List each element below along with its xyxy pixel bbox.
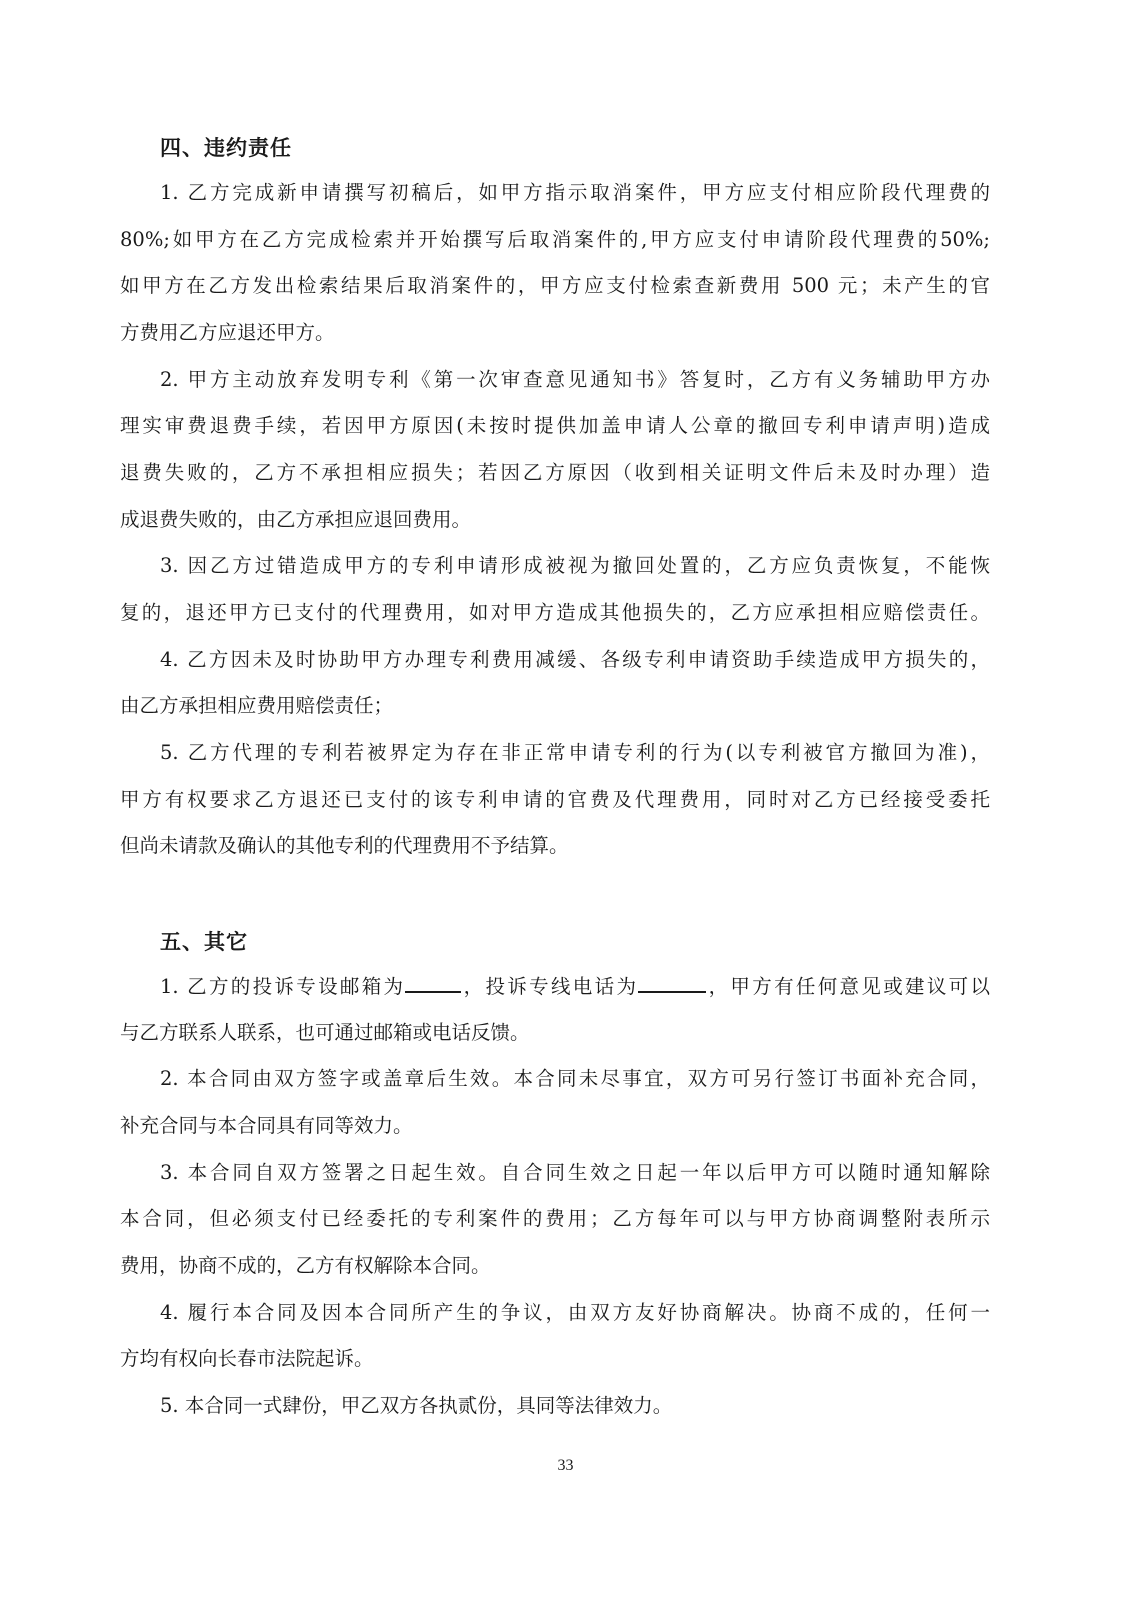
s5-p2-line2: 补充合同与本合同具有同等效力。 — [120, 1114, 413, 1137]
s5-p1-line2: 与乙方联系人联系，也可通过邮箱或电话反馈。 — [120, 1021, 530, 1044]
s5-p1-text-c: ，甲方有任何意见或建议可以 — [706, 975, 990, 998]
phone-blank-field — [638, 973, 706, 993]
s4-p2-line2: 理实审费退费手续，若因甲方原因(未按时提供加盖申请人公章的撤回专利申请声明)造成 — [120, 414, 990, 437]
s5-p4-line2: 方均有权向长春市法院起诉。 — [120, 1347, 374, 1370]
s5-p3-line1: 3. 本合同自双方签署之日起生效。自合同生效之日起一年以后甲方可以随时通知解除 — [160, 1161, 990, 1184]
s4-p2-line4: 成退费失败的，由乙方承担应退回费用。 — [120, 508, 472, 531]
s5-p2-line1: 2. 本合同由双方签字或盖章后生效。本合同未尽事宜，双方可另行签订书面补充合同， — [160, 1067, 990, 1090]
s5-p5-line1: 5. 本合同一式肆份，甲乙双方各执贰份，具同等法律效力。 — [160, 1394, 673, 1417]
s4-p1-line4: 方费用乙方应退还甲方。 — [120, 321, 335, 344]
s5-p3-line3: 费用，协商不成的，乙方有权解除本合同。 — [120, 1254, 491, 1277]
email-blank-field — [405, 973, 461, 993]
section-4-title: 四、违约责任 — [160, 135, 292, 160]
page-number: 33 — [557, 1457, 574, 1474]
s5-p4-line1: 4. 履行本合同及因本合同所产生的争议，由双方友好协商解决。协商不成的，任何一 — [160, 1301, 990, 1324]
s4-p5-line2: 甲方有权要求乙方退还已支付的该专利申请的官费及代理费用，同时对乙方已经接受委托 — [120, 788, 990, 811]
s5-p1-text-a: 1. 乙方的投诉专设邮箱为 — [160, 975, 406, 998]
s5-p1-line1 — [160, 973, 990, 1000]
s5-p3-line2: 本合同，但必须支付已经委托的专利案件的费用；乙方每年可以与甲方协商调整附表所示 — [120, 1207, 990, 1230]
s4-p4-line1: 4. 乙方因未及时协助甲方办理专利费用减缓、各级专利申请资助手续造成甲方损失的， — [160, 648, 990, 671]
s4-p2-line3: 退费失败的，乙方不承担相应损失；若因乙方原因（收到相关证明文件后未及时办理）造 — [120, 461, 990, 484]
s4-p3-line2: 复的，退还甲方已支付的代理费用，如对甲方造成其他损失的，乙方应承担相应赔偿责任。 — [120, 601, 990, 624]
s4-p2-line1: 2. 甲方主动放弃发明专利《第一次审查意见通知书》答复时，乙方有义务辅助甲方办 — [160, 368, 990, 391]
s4-p5-line3: 但尚未请款及确认的其他专利的代理费用不予结算。 — [120, 834, 569, 857]
s4-p3-line1: 3. 因乙方过错造成甲方的专利申请形成被视为撤回处置的，乙方应负责恢复，不能恢 — [160, 554, 990, 577]
s4-p1-line3: 如甲方在乙方发出检索结果后取消案件的，甲方应支付检索查新费用 500 元；未产生的官 — [120, 274, 990, 297]
s5-p1-text-b: ，投诉专线电话为 — [461, 975, 639, 998]
s4-p5-line1: 5. 乙方代理的专利若被界定为存在非正常申请专利的行为(以专利被官方撤回为准)， — [160, 741, 990, 764]
s4-p1-line2: 80%;如甲方在乙方完成检索并开始撰写后取消案件的,甲方应支付申请阶段代理费的50%; — [120, 228, 990, 251]
s4-p1-line1: 1. 乙方完成新申请撰写初稿后，如甲方指示取消案件，甲方应支付相应阶段代理费的 — [160, 181, 990, 204]
s4-p4-line2: 由乙方承担相应费用赔偿责任； — [120, 694, 394, 717]
section-5-title: 五、其它 — [160, 929, 248, 954]
